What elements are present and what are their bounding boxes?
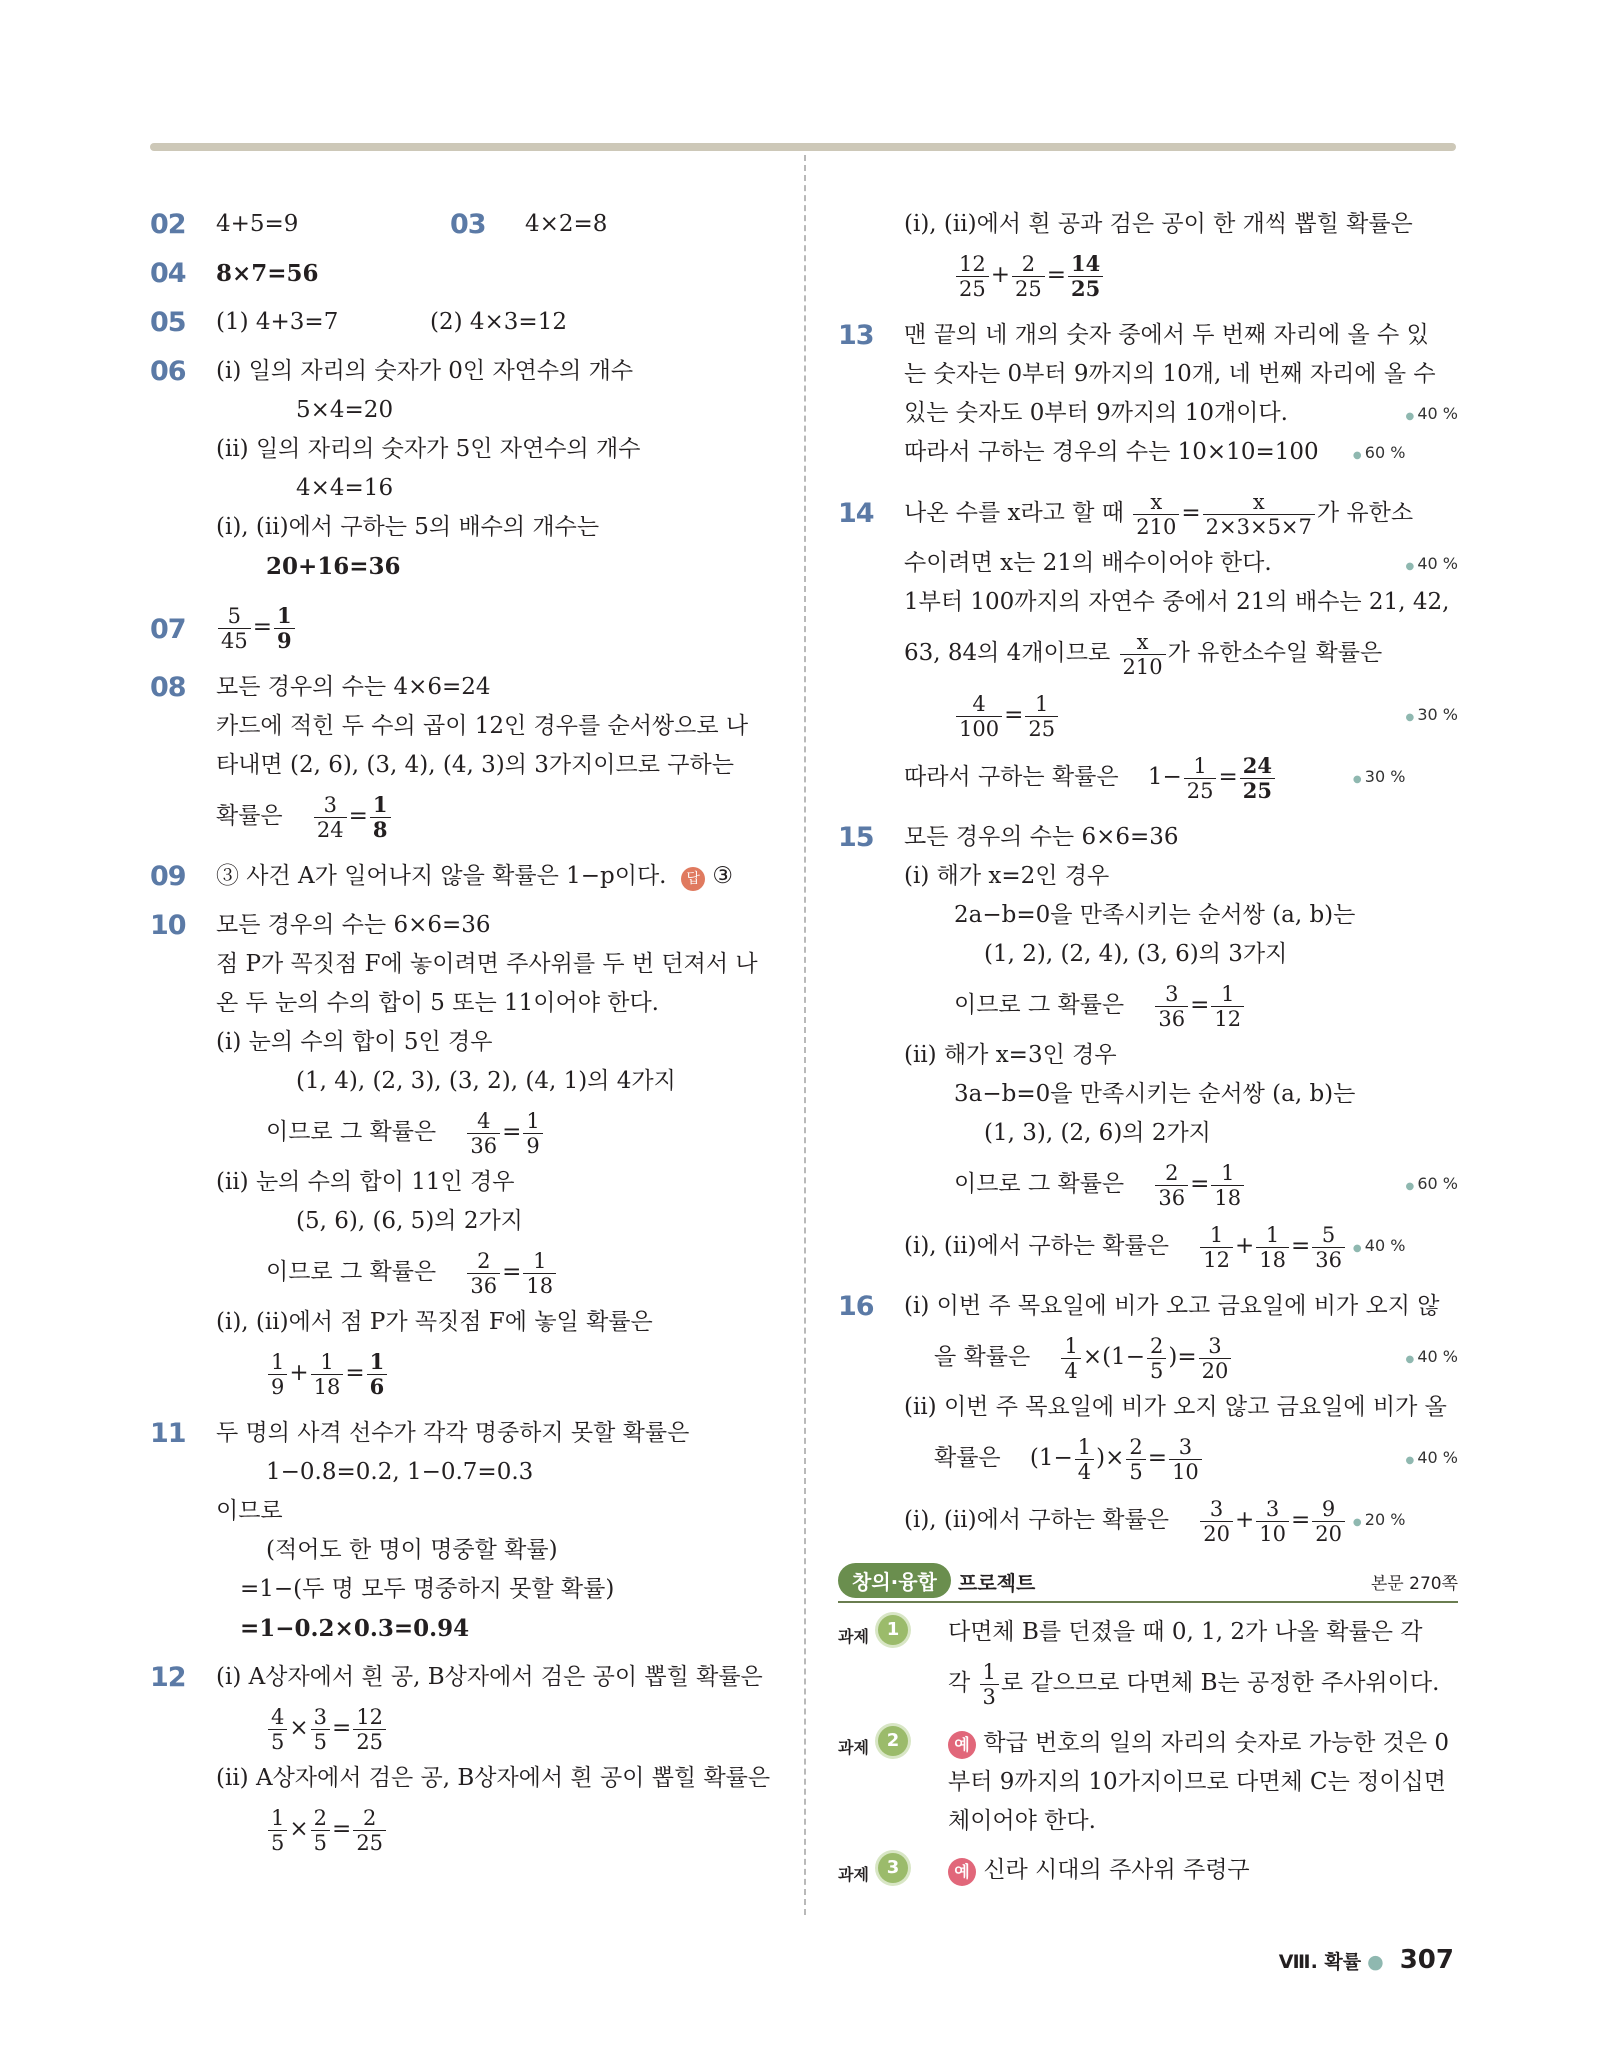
fraction: $\frac{4}{5}$: [268, 1705, 287, 1754]
score-percent: ● 20 %: [1353, 1489, 1406, 1554]
fraction: $\frac{2}{5}$: [1126, 1435, 1145, 1484]
fraction: $\frac{12}{25}$: [353, 1705, 386, 1754]
problem-number: 06: [150, 356, 186, 387]
problem-08: 08 모든 경우의 수는 4×6=24 카드에 적힌 두 수의 곱이 12인 경우를 순서쌍으로 나 타내면 (2, 6), (3, 4), (4, 3)의 3가지이므로 구하는 확률은 $\frac{3}{24}$ = $\frac{1}{8}$: [150, 668, 770, 847]
fraction: $\frac{1}{18}$: [1211, 1161, 1244, 1210]
text-line: 이므로 그 확률은: [266, 1259, 437, 1285]
fraction: $\frac{1}{25}$: [1025, 692, 1058, 741]
text-line: 각: [948, 1670, 971, 1696]
text-line: (ⅰ) A상자에서 흰 공, B상자에서 검은 공이 뽑힐 확률은: [216, 1664, 763, 1690]
fraction: $\frac{3}{20}$: [1200, 1497, 1233, 1546]
example-badge: 예: [948, 1858, 976, 1886]
text-line: (ⅰ) 눈의 수의 합이 5인 경우: [216, 1029, 493, 1055]
text-line: 2a−b=0을 만족시키는 순서쌍 (a, b)는: [954, 902, 1356, 928]
text-line: 타내면 (2, 6), (3, 4), (4, 3)의 3가지이므로 구하는: [216, 752, 734, 778]
problem-number: 15: [838, 822, 874, 853]
fraction: $\frac{12}{25}$: [956, 252, 989, 301]
text-line: (1, 3), (2, 6)의 2가지: [984, 1120, 1211, 1146]
problem-06: [150, 352, 770, 586]
text-line: 맨 끝의 네 개의 숫자 중에서 두 번째 자리에 올 수 있: [904, 322, 1429, 348]
problem-number: 13: [838, 320, 874, 351]
fraction: $\frac{x}{2\times 3\times 5\times 7}$: [1203, 490, 1315, 539]
text-line: 카드에 적힌 두 수의 곱이 12인 경우를 순서쌍으로 나: [216, 713, 749, 739]
top-rule: [150, 143, 1456, 151]
text-line: 다면체 B를 던졌을 때 0, 1, 2가 나올 확률은 각: [948, 1619, 1423, 1645]
bullet-icon: ●: [1367, 1951, 1384, 1973]
text-line: (1, 4), (2, 3), (3, 2), (4, 1)의 4가지: [296, 1068, 676, 1094]
problem-number: 02: [150, 209, 186, 240]
problem-10: 10 모든 경우의 수는 6×6=36 점 P가 꼭짓점 F에 놓이려면 주사위를 두 번 던져서 나 온 두 눈의 수의 합이 5 또는 11이어야 한다. (ⅰ) 눈의 수의 합이 5인 경우 (1, 4), (2, 3), (3, 2), (4, 1)의 4가지 이므로 그 확률은 $\frac{4}{36}$ = $\frac{1}{9}$ (ⅱ) 눈의 수의 합이 11인 경우 (5, 6), (6, 5)의 2가지 이므로 그 확률은 $\frac{2}{36}$ = $\frac{1}{18}$ (ⅰ), (ⅱ)에서 점 P가 꼭짓점 F에 놓일 확률은 $\frac{1}{9}$ + $\frac{1}{18}$ = $\frac{1}{6}$: [150, 906, 770, 1404]
left-column: [150, 205, 770, 1870]
problem-15: 15 모든 경우의 수는 6×6=36 (ⅰ) 해가 x=2인 경우 2a−b=0을 만족시키는 순서쌍 (a, b)는 (1, 2), (2, 4), (3, 6)의 3가지 이므로 그 확률은 $\frac{3}{36}$ = $\frac{1}{12}$ (ⅱ) 해가 x=3인 경우 3a−b=0을 만족시키는 순서쌍 (a, b)는 (1, 3), (2, 6)의 2가지 이므로 그 확률은 $\frac{2}{36}$ = $\frac{1}{18}$ ● 60 % (ⅰ), (ⅱ)에서 구하는 확률은 $\frac{1}{12}$ + $\frac{1}{18}$ = $\frac{5}{36}$ ● 40 %: [838, 818, 1458, 1277]
score-percent: ● 40 %: [1405, 394, 1458, 436]
text-line: 모든 경우의 수는 6×6=36: [216, 912, 491, 938]
score-percent: ● 60 %: [1405, 1153, 1458, 1218]
fraction: $\frac{1}{12}$: [1211, 982, 1244, 1031]
text-line: 수이려면 x는 21의 배수이어야 한다.: [904, 550, 1272, 576]
answer-05-2: (2) 4×3=12: [430, 309, 567, 335]
fraction: $\frac{3}{10}$: [1256, 1497, 1289, 1546]
score-percent: ● 40 %: [1405, 1427, 1458, 1492]
text-line: 체이어야 한다.: [948, 1808, 1096, 1834]
text-line: 이므로 그 확률은: [266, 1119, 437, 1145]
fraction: $\frac{2}{36}$: [1155, 1161, 1188, 1210]
score-percent: ● 40 %: [1405, 1326, 1458, 1391]
fraction: $\frac{x}{210}$: [1120, 630, 1166, 679]
text-line: 따라서 구하는 경우의 수는 10×10=100: [904, 439, 1319, 465]
fraction: $\frac{1}{4}$: [1061, 1334, 1080, 1383]
text-line: (ⅱ) 일의 자리의 숫자가 5인 자연수의 개수: [216, 436, 641, 462]
text-line: 는 숫자는 0부터 9까지의 10개, 네 번째 자리에 올 수: [904, 361, 1436, 387]
fraction: $\frac{3}{36}$: [1155, 982, 1188, 1031]
score-percent: ● 40 %: [1353, 1215, 1406, 1280]
problem-number: 12: [150, 1662, 186, 1693]
fraction: $\frac{2}{5}$: [311, 1806, 330, 1855]
problem-number: 11: [150, 1418, 186, 1449]
task-label: 과제: [838, 1627, 869, 1646]
text-line: 확률은: [934, 1445, 1001, 1471]
problem-09: [150, 857, 770, 896]
fraction: $\frac{1}{3}$: [980, 1660, 999, 1709]
chapter-label: Ⅷ. 확률: [1278, 1951, 1362, 1973]
text-line: (ⅱ) 해가 x=3인 경우: [904, 1042, 1117, 1068]
task-1: [838, 1613, 1458, 1714]
score-percent: ● 60 %: [1353, 433, 1406, 475]
text-line: 신라 시대의 주사위 주령구: [983, 1857, 1250, 1883]
text-line: 가 유한소: [1316, 500, 1414, 526]
text-line: (적어도 한 명이 명중할 확률): [266, 1537, 558, 1563]
text-line: 점 P가 꼭짓점 F에 놓이려면 주사위를 두 번 던져서 나: [216, 951, 758, 977]
problem-16: 16 (ⅰ) 이번 주 목요일에 비가 오고 금요일에 비가 오지 않 을 확률은 $\frac{1}{4}$ ×(1− $\frac{2}{5}$ )= $\frac{3}{20}$ ● 40 % (ⅱ) 이번 주 목요일에 비가 오지 않고 금요일에 비가 올 확률은 (1− $\frac{1}{4}$ )× $\frac{2}{5}$ = $\frac{3}{10}$ ● 40 % (ⅰ), (ⅱ)에서 구하는 확률은 $\frac{3}{20}$ + $\frac{3}{10}$ = $\frac{9}{20}$ ● 20 %: [838, 1287, 1458, 1551]
fraction: $\frac{1}{25}$: [1184, 754, 1217, 803]
answer-02: 4+5=9: [216, 211, 299, 237]
text-line: (1, 2), (2, 4), (3, 6)의 3가지: [984, 941, 1288, 967]
problem-number: 09: [150, 861, 186, 892]
text-line: 모든 경우의 수는 4×6=24: [216, 674, 491, 700]
text-line: 1부터 100까지의 자연수 중에서 21의 배수는 21, 42,: [904, 589, 1450, 615]
fraction: $\frac{14}{25}$: [1068, 252, 1103, 301]
score-percent: ● 30 %: [1405, 684, 1458, 749]
page-footer: [1279, 1945, 1454, 1975]
text-line: 이므로: [216, 1498, 283, 1524]
text-line: 모든 경우의 수는 6×6=36: [904, 824, 1179, 850]
fraction: $\frac{2}{25}$: [353, 1806, 386, 1855]
example-badge: 예: [948, 1731, 976, 1759]
problem-14: 14 나온 수를 x라고 할 때 $\frac{x}{210}$ = $\frac{x}{2\times 3\times 5\times 7}$ 가 유한소 수이려면 x는 21의 배수이어야 한다. ● 40 % 1부터 100까지의 자연수 중에서 21의 배수는 21, 42, 63, 84의 4개이므로 $\frac{x}{210}$ 가 유한소수일 확률은 $\frac{4}{100}$ = $\frac{1}{25}$ ● 30 % 따라서 구하는 확률은 1− $\frac{1}{25}$ = $\frac{24}{25}$ ● 30 %: [838, 482, 1458, 808]
text-line: 로 같으므로 다면체 B는 공정한 주사위이다.: [1000, 1670, 1440, 1696]
text-line: 가 유한소수일 확률은: [1167, 640, 1383, 666]
text-line: 부터 9까지의 10가지이므로 다면체 C는 정이십면: [948, 1769, 1446, 1795]
text-line: 20+16=36: [266, 553, 401, 580]
text-line: =1−(두 명 모두 명중하지 못할 확률): [240, 1576, 615, 1602]
task-number: 1: [878, 1615, 908, 1645]
score-percent: ● 40 %: [1405, 544, 1458, 586]
task-2: [838, 1724, 1458, 1841]
fraction: $\frac{x}{210}$: [1133, 490, 1179, 539]
project-title: 프로젝트: [958, 1571, 1036, 1595]
fraction: $\frac{2}{5}$: [1147, 1334, 1166, 1383]
text-line: 확률은: [216, 803, 283, 829]
text-line: 두 명의 사격 선수가 각각 명중하지 못할 확률은: [216, 1420, 690, 1446]
text-line: (ⅰ) 해가 x=2인 경우: [904, 863, 1110, 889]
problem-number: 14: [838, 498, 874, 529]
text-line: (ⅰ), (ⅱ)에서 구하는 5의 배수의 개수는: [216, 514, 600, 540]
text-line: 5×4=20: [296, 397, 394, 423]
score-percent: ● 30 %: [1353, 746, 1406, 811]
expression: 1−: [1147, 764, 1182, 790]
problem-number: 03: [450, 209, 486, 240]
text-line: (ⅰ) 이번 주 목요일에 비가 오고 금요일에 비가 오지 않: [904, 1293, 1440, 1319]
answer-04: 8×7=56: [216, 260, 319, 287]
fraction: $\frac{3}{10}$: [1169, 1435, 1202, 1484]
fraction: $\frac{3}{5}$: [311, 1705, 330, 1754]
fraction: $\frac{1}{9}$: [274, 604, 295, 653]
problem-number: 10: [150, 910, 186, 941]
text-line: 학급 번호의 일의 자리의 숫자로 가능한 것은 0: [983, 1730, 1450, 1756]
answer-03: 4×2=8: [525, 211, 608, 237]
problem-11: [150, 1414, 770, 1648]
fraction: $\frac{3}{24}$: [314, 793, 347, 842]
text-line: (ⅰ), (ⅱ)에서 점 P가 꼭짓점 F에 놓일 확률은: [216, 1309, 653, 1335]
problem-number: 04: [150, 258, 186, 289]
fraction: $\frac{1}{4}$: [1075, 1435, 1094, 1484]
right-column: [838, 205, 1458, 1890]
fraction: $\frac{9}{20}$: [1312, 1497, 1345, 1546]
fraction: $\frac{24}{25}$: [1240, 754, 1275, 803]
text-line: 63, 84의 4개이므로: [904, 640, 1111, 666]
fraction: $\frac{1}{18}$: [523, 1249, 556, 1298]
fraction: $\frac{2}{25}$: [1012, 252, 1045, 301]
text-line: ③ 사건 A가 일어나지 않을 확률은 1−p이다.: [216, 863, 667, 889]
task-3: [838, 1851, 1458, 1890]
fraction: $\frac{1}{12}$: [1200, 1223, 1233, 1272]
fraction: $\frac{4}{36}$: [467, 1109, 500, 1158]
text-line: (ⅰ), (ⅱ)에서 흰 공과 검은 공이 한 개씩 뽑힐 확률은: [904, 211, 1413, 237]
task-number: 3: [878, 1853, 908, 1883]
problem-05: [150, 303, 770, 342]
project-page-reference: 본문 270쪽: [1370, 1574, 1458, 1594]
fraction: $\frac{1}{5}$: [268, 1806, 287, 1855]
task-label: 과제: [838, 1738, 869, 1757]
answer-badge: 답: [681, 867, 705, 891]
problem-04: [150, 254, 770, 293]
project-pill: 창의·융합: [838, 1563, 951, 1598]
task-label: 과제: [838, 1865, 869, 1884]
text-line: (ⅰ), (ⅱ)에서 구하는 확률은: [904, 1233, 1169, 1259]
fraction: $\frac{5}{45}$: [218, 604, 251, 653]
fraction: $\frac{1}{18}$: [1256, 1223, 1289, 1272]
text-line: 3a−b=0을 만족시키는 순서쌍 (a, b)는: [954, 1081, 1356, 1107]
text-line: 4×4=16: [296, 475, 394, 501]
fraction: $\frac{1}{9}$: [523, 1109, 542, 1158]
text-line: (ⅰ), (ⅱ)에서 구하는 확률은: [904, 1507, 1169, 1533]
task-number: 2: [878, 1726, 908, 1756]
problem-number: 08: [150, 672, 186, 703]
text-line: 온 두 눈의 수의 합이 5 또는 11이어야 한다.: [216, 990, 659, 1016]
text-line: 이므로 그 확률은: [954, 992, 1125, 1018]
text-line: (ⅱ) 눈의 수의 합이 11인 경우: [216, 1169, 515, 1195]
problem-number: 05: [150, 307, 186, 338]
problem-12-continued: (ⅰ), (ⅱ)에서 흰 공과 검은 공이 한 개씩 뽑힐 확률은 $\frac{12}{25}$ + $\frac{2}{25}$ = $\frac{14}{25}$: [838, 205, 1458, 306]
text-line: 있는 숫자도 0부터 9까지의 10개이다.: [904, 400, 1288, 426]
problem-12: 12 (ⅰ) A상자에서 흰 공, B상자에서 검은 공이 뽑힐 확률은 $\frac{4}{5}$ × $\frac{3}{5}$ = $\frac{12}{25}$ (ⅱ) A상자에서 검은 공, B상자에서 흰 공이 뽑힐 확률은 $\frac{1}{5}$ × $\frac{2}{5}$ = $\frac{2}{25}$: [150, 1658, 770, 1860]
fraction: $\frac{1}{8}$: [370, 793, 391, 842]
page-number: 307: [1399, 1945, 1454, 1975]
text-line: 이므로 그 확률은: [954, 1171, 1125, 1197]
problem-13: [838, 316, 1458, 472]
text-line: (ⅱ) 이번 주 목요일에 비가 오지 않고 금요일에 비가 올: [904, 1394, 1447, 1420]
text-line: 따라서 구하는 확률은: [904, 764, 1119, 790]
text-line: (ⅱ) A상자에서 검은 공, B상자에서 흰 공이 뽑힐 확률은: [216, 1765, 771, 1791]
text-line: 을 확률은: [934, 1344, 1031, 1370]
fraction: $\frac{5}{36}$: [1312, 1223, 1345, 1272]
text-line: (ⅰ) 일의 자리의 숫자가 0인 자연수의 개수: [216, 358, 634, 384]
fraction: $\frac{1}{18}$: [311, 1350, 344, 1399]
fraction: $\frac{3}{20}$: [1199, 1334, 1232, 1383]
answer-value: ③: [712, 863, 734, 889]
fraction: $\frac{2}{36}$: [467, 1249, 500, 1298]
problem-number: 07: [150, 614, 186, 645]
text-line: (5, 6), (6, 5)의 2가지: [296, 1208, 523, 1234]
column-divider: [804, 155, 806, 1915]
problem-07: 07 $\frac{5}{45}$ = $\frac{1}{9}$: [150, 596, 770, 658]
fraction: $\frac{4}{100}$: [956, 692, 1002, 741]
text-line: 1−0.8=0.2, 1−0.7=0.3: [266, 1459, 534, 1485]
text-line: =1−0.2×0.3=0.94: [240, 1615, 470, 1642]
problem-02-03: [150, 205, 770, 244]
answer-05-1: (1) 4+3=7: [216, 309, 339, 335]
text-line: 나온 수를 x라고 할 때: [904, 500, 1124, 526]
problem-number: 16: [838, 1291, 874, 1322]
project-header: [838, 1561, 1458, 1603]
fraction: $\frac{1}{6}$: [367, 1350, 388, 1399]
fraction: $\frac{1}{9}$: [268, 1350, 287, 1399]
